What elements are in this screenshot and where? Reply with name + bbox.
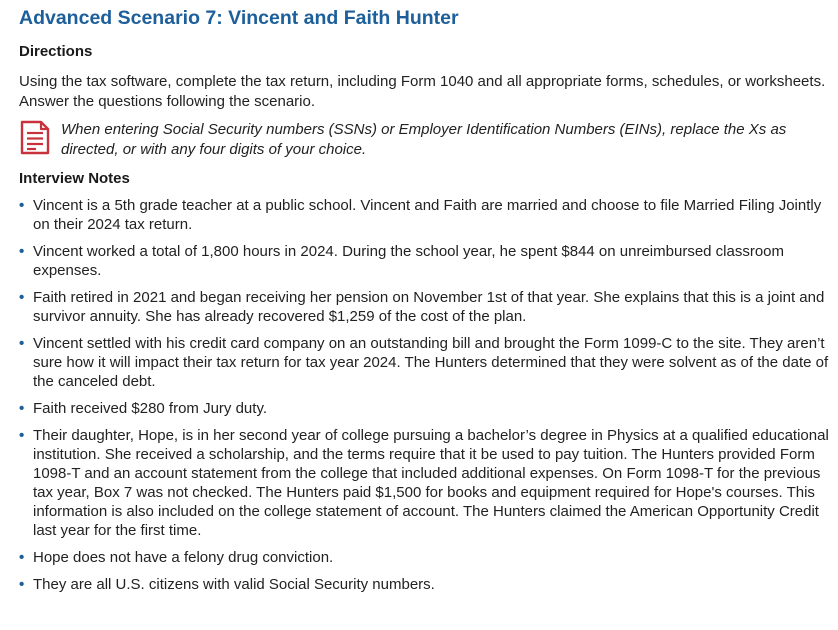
scenario-page: [19, 0, 831, 602]
bullet-icon: •: [19, 427, 25, 444]
bullet-icon: •: [19, 400, 25, 417]
list-item-text: Vincent worked a total of 1,800 hours in 2024. During the school year, he spent $844 on unreimbursed classroom expenses.: [33, 243, 785, 279]
interview-notes-heading: Interview Notes: [19, 170, 130, 187]
bullet-icon: •: [19, 549, 25, 566]
list-item: [19, 575, 831, 594]
directions-heading: Directions: [19, 43, 93, 60]
list-item: [19, 334, 831, 391]
interview-notes-list: [19, 196, 831, 594]
list-item-text: Vincent is a 5th grade teacher at a public school. Vincent and Faith are married and choose to file Married Filing Jointly on their 2024 tax return.: [33, 197, 822, 233]
bullet-icon: •: [19, 335, 25, 352]
bullet-icon: •: [19, 243, 25, 260]
list-item: [19, 242, 831, 280]
list-item: [19, 548, 831, 567]
bullet-icon: •: [19, 576, 25, 593]
list-item-text: Hope does not have a felony drug conviction.: [33, 549, 334, 566]
list-item-text: They are all U.S. citizens with valid Social Security numbers.: [33, 576, 435, 593]
ssn-note-text: When entering Social Security numbers (SSNs) or Employer Identification Numbers (EINs), replace the Xs as directed, or with any four digits of your choice.: [61, 121, 787, 158]
list-item-text: Faith retired in 2021 and began receiving her pension on November 1st of that year. She explains that this is a joint and survivor annuity. She has already recovered $1,259 of the cost of the plan.: [33, 289, 825, 325]
list-item-text: Vincent settled with his credit card company on an outstanding bill and brought the Form 1099-C to the site. They aren’t sure how it will impact their tax return for tax year 2024. The Hunters determined that they were solvent as of the date of the canceled debt.: [33, 335, 829, 390]
bullet-icon: •: [19, 197, 25, 214]
ssn-note: [19, 120, 831, 160]
list-item: [19, 426, 831, 540]
page-title: Advanced Scenario 7: Vincent and Faith Hunter: [19, 7, 459, 29]
directions-text: Using the tax software, complete the tax return, including Form 1040 and all appropriate forms, schedules, or worksheets. Answer the questions following the scenario.: [19, 73, 826, 110]
document-note-icon: [19, 120, 51, 156]
list-item: [19, 196, 831, 234]
list-item-text: Their daughter, Hope, is in her second year of college pursuing a bachelor’s degree in Physics at a qualified educational institution. She received a scholarship, and the terms require that it be used to pay tuition. The Hunters provided Form 1098-T and an account statement from the college that included additional expenses. On Form 1098-T for the previous tax year, Box 7 was not checked. The Hunters paid $1,500 for books and equipment required for Hope's courses. This information is also included on the college statement of account. The Hunters claimed the American Opportunity Credit last year for the first time.: [33, 427, 829, 539]
bullet-icon: •: [19, 289, 25, 306]
list-item-text: Faith received $280 from Jury duty.: [33, 400, 267, 417]
list-item: [19, 399, 831, 418]
list-item: [19, 288, 831, 326]
